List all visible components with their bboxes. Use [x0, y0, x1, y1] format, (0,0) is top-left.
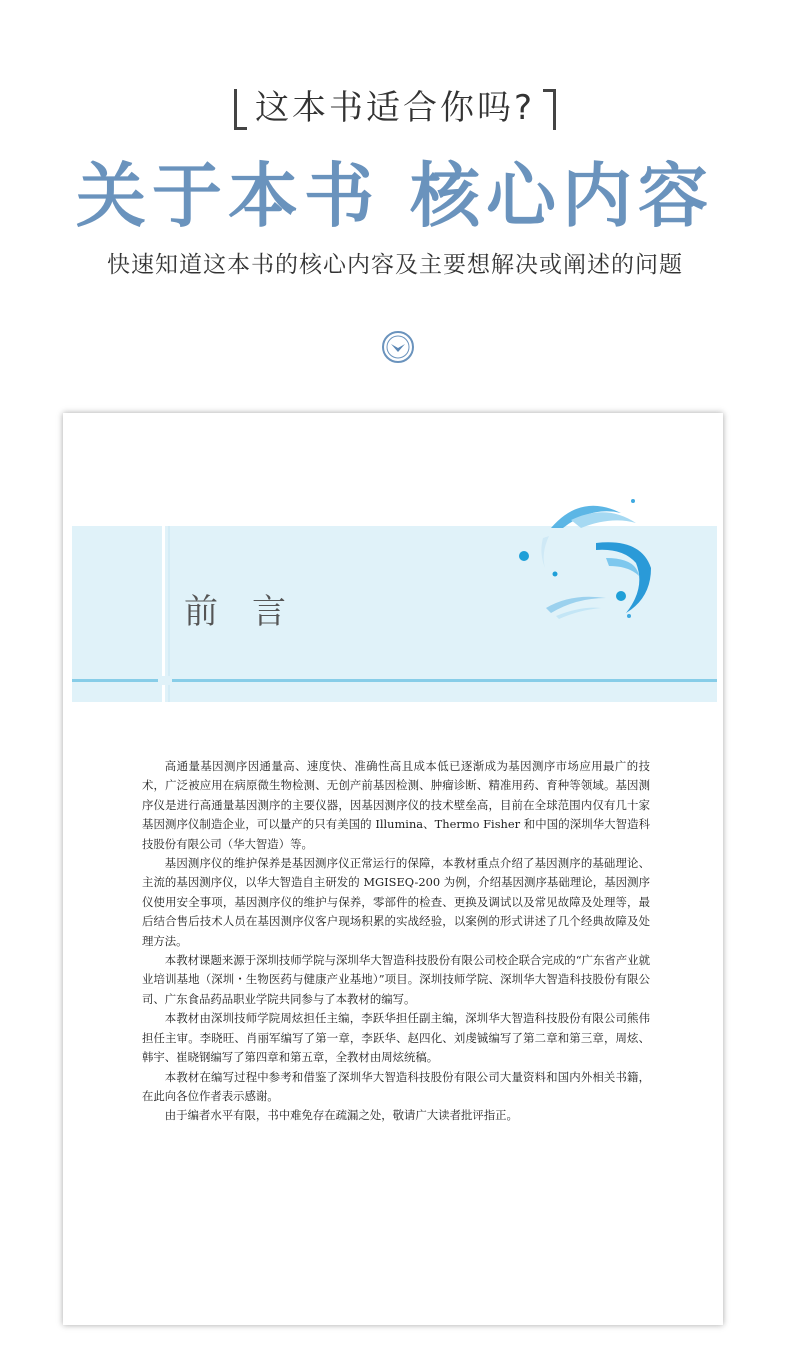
bracket-left-icon: [234, 89, 247, 130]
paragraph: 本教材课题来源于深圳技师学院与深圳华大智造科技股份有限公司校企联合完成的“广东省产业就业培训基地（深圳・生物医药与健康产业基地）”项目。深圳技师学院、深圳华大智造科技股份有限公司、广东食品药品职业学院共同参与了本教材的编写。: [142, 953, 650, 1006]
description: 快速知道这本书的核心内容及主要想解决或阐述的问题: [107, 252, 683, 278]
main-title-part2: 核心内容: [410, 154, 714, 237]
header: [0, 0, 790, 400]
main-title-part1: 关于本书: [76, 154, 380, 237]
bracket-right-icon: [543, 89, 556, 130]
paragraph: 基因测序仪的维护保养是基因测序仪正常运行的保障，本教材重点介绍了基因测序的基础理论、主流的基因测序仪，以华大智造自主研发的 MGISEQ-200 为例，介绍基因测序基础理论，基因测序仪使用安全事项，基因测序仪的维护与保养，零部件的检查、更换及调试以及常见故障及处理等，最后结合售后技术人员在基因测序仪客户现场积累的实战经验，以案例的形式讲述了几个经典故障及处理方法。: [142, 856, 650, 948]
preface-body: [142, 757, 650, 1126]
paragraph: 本教材由深圳技师学院周炫担任主编，李跃华担任副主编，深圳华大智造科技股份有限公司熊伟担任主审。李晓旺、肖丽军编写了第一章，李跃华、赵四化、刘虔铖编写了第二章和第三章，周炫、韩宇、崔晓钢编写了第四章和第五章，全教材由周炫统稿。: [142, 1011, 650, 1065]
paragraph: 高通量基因测序因通量高、速度快、准确性高且成本低已逐渐成为基因测序市场应用最广的技术，广泛被应用在病原微生物检测、无创产前基因检测、肿瘤诊断、精准用药、育种等领域。基因测序仪是进行高通量基因测序的主要仪器，因基因测序仪的技术壁垒高，目前在全球范围内仅有几十家基因测序仪制造企业，可以量产的只有美国的 Illumina、Thermo Fisher 和中国的深圳华大智造科技股份有限公司（华大智造）等。: [142, 759, 650, 851]
book-page: [63, 413, 723, 1325]
paragraph: 本教材在编写过程中参考和借鉴了深圳华大智造科技股份有限公司大量资料和国内外相关书籍，在此向各位作者表示感谢。: [142, 1069, 650, 1103]
main-title: [0, 140, 790, 241]
question-text: 这本书适合你吗?: [254, 88, 536, 128]
chevron-down-circle-icon[interactable]: [381, 330, 415, 364]
paragraph: 由于编者水平有限，书中难免存在疏漏之处，敬请广大读者批评指正。: [164, 1108, 518, 1123]
decorative-swirl-icon: [511, 498, 661, 623]
question-heading: [0, 80, 790, 130]
preface-title: 前言: [184, 592, 320, 632]
